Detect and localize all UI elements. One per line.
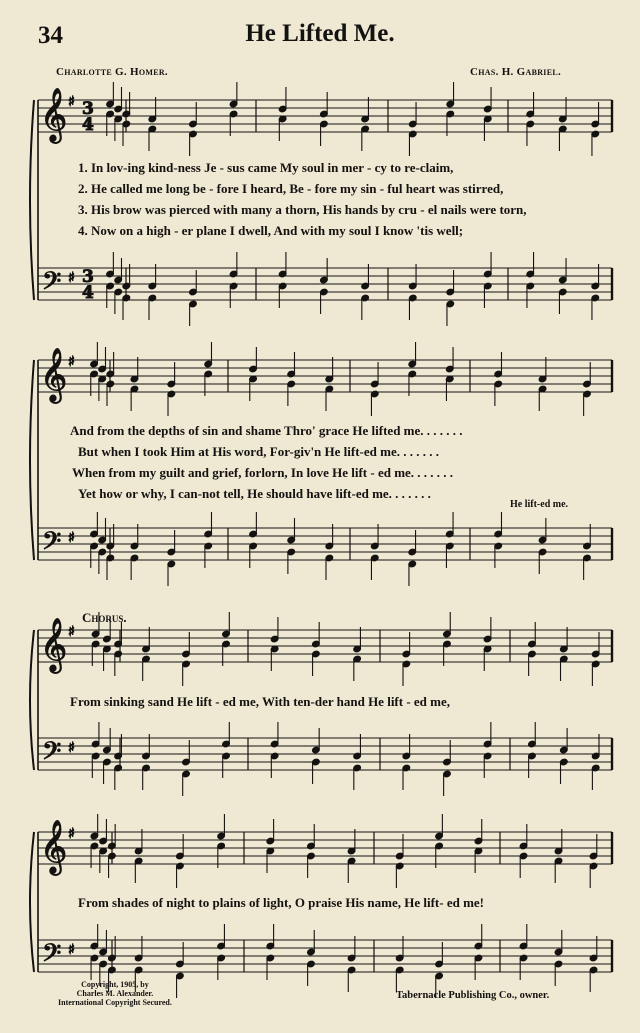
system-brace (30, 832, 34, 972)
verse-4-line-a: 4. Now on a high - er plane I dwell, And with my soul I know 'tis well; (78, 223, 464, 238)
verse-1-line-a: 1. In lov-ing kind-ness Je - sus came My soul in mer - cy to re-claim, (78, 160, 454, 175)
time-signature-digit: 4 (82, 115, 94, 135)
sharp-icon: ♯ (68, 624, 75, 640)
verse-2-line-a: 2. He called me long be - fore I heard, Be - fore my sin - ful heart was stirred, (78, 181, 504, 196)
treble-clef-icon: 𝄞 (40, 617, 68, 671)
bass-clef-icon: 𝄢 (42, 939, 62, 974)
verse-4-line-b: Yet how or why, I can-not tell, He should have lift-ed me. . . . . . . (78, 486, 431, 501)
system-brace (30, 100, 34, 300)
bass-clef-icon: 𝄢 (42, 527, 62, 562)
bass-clef-icon: 𝄢 (42, 737, 62, 772)
sharp-icon: ♯ (68, 270, 75, 286)
hymn-title: He Lifted Me. (245, 20, 395, 47)
chorus-label: Chorus. (82, 610, 127, 625)
time-signature-digit: 3 (82, 99, 94, 119)
verse-3-line-a: 3. His brow was pierced with many a thorn, His hands by cru - el nails were torn, (78, 202, 527, 217)
publisher-credit: Tabernacle Publishing Co., owner. (396, 990, 550, 1001)
chorus-line-2: From shades of night to plains of light, O praise His name, He lift- ed me! (78, 895, 485, 910)
copyright-line-3: International Copyright Secured. (58, 998, 172, 1007)
treble-clef-icon: 𝄞 (40, 819, 68, 873)
verse-3-line-b: When from my guilt and grief, forlorn, In love He lift - ed me. . . . . . . (72, 465, 454, 480)
copyright-line-2: Charles M. Alexander. (76, 989, 154, 998)
verse-2-line-b: But when I took Him at His word, For-giv'n He lift-ed me. . . . . . . (78, 444, 439, 459)
verse-1-line-b: And from the depths of sin and shame Thro' grace He lifted me. . . . . . . (70, 423, 463, 438)
copyright-line-1: Copyright, 1905, by (81, 980, 149, 989)
sharp-icon: ♯ (68, 942, 75, 958)
chorus-line-1: From sinking sand He lift - ed me, With ten-der hand He lift - ed me, (70, 694, 451, 709)
sharp-icon: ♯ (68, 354, 75, 370)
lyricist-credit: Charlotte G. Homer. (56, 66, 168, 78)
echo-lyric: He lift-ed me. (510, 499, 569, 510)
treble-clef-icon: 𝄞 (40, 87, 68, 141)
sharp-icon: ♯ (68, 740, 75, 756)
page-number: 34 (38, 22, 63, 49)
sharp-icon: ♯ (68, 94, 75, 110)
treble-clef-icon: 𝄞 (40, 347, 68, 401)
time-signature-digit: 3 (82, 267, 94, 287)
sharp-icon: ♯ (68, 826, 75, 842)
system-brace (30, 360, 34, 560)
system-brace (30, 630, 34, 770)
time-signature-digit: 4 (82, 283, 94, 303)
composer-credit: Chas. H. Gabriel. (470, 66, 562, 78)
copyright-notice (58, 980, 172, 1007)
sharp-icon: ♯ (68, 530, 75, 546)
bass-clef-icon: 𝄢 (42, 267, 62, 302)
